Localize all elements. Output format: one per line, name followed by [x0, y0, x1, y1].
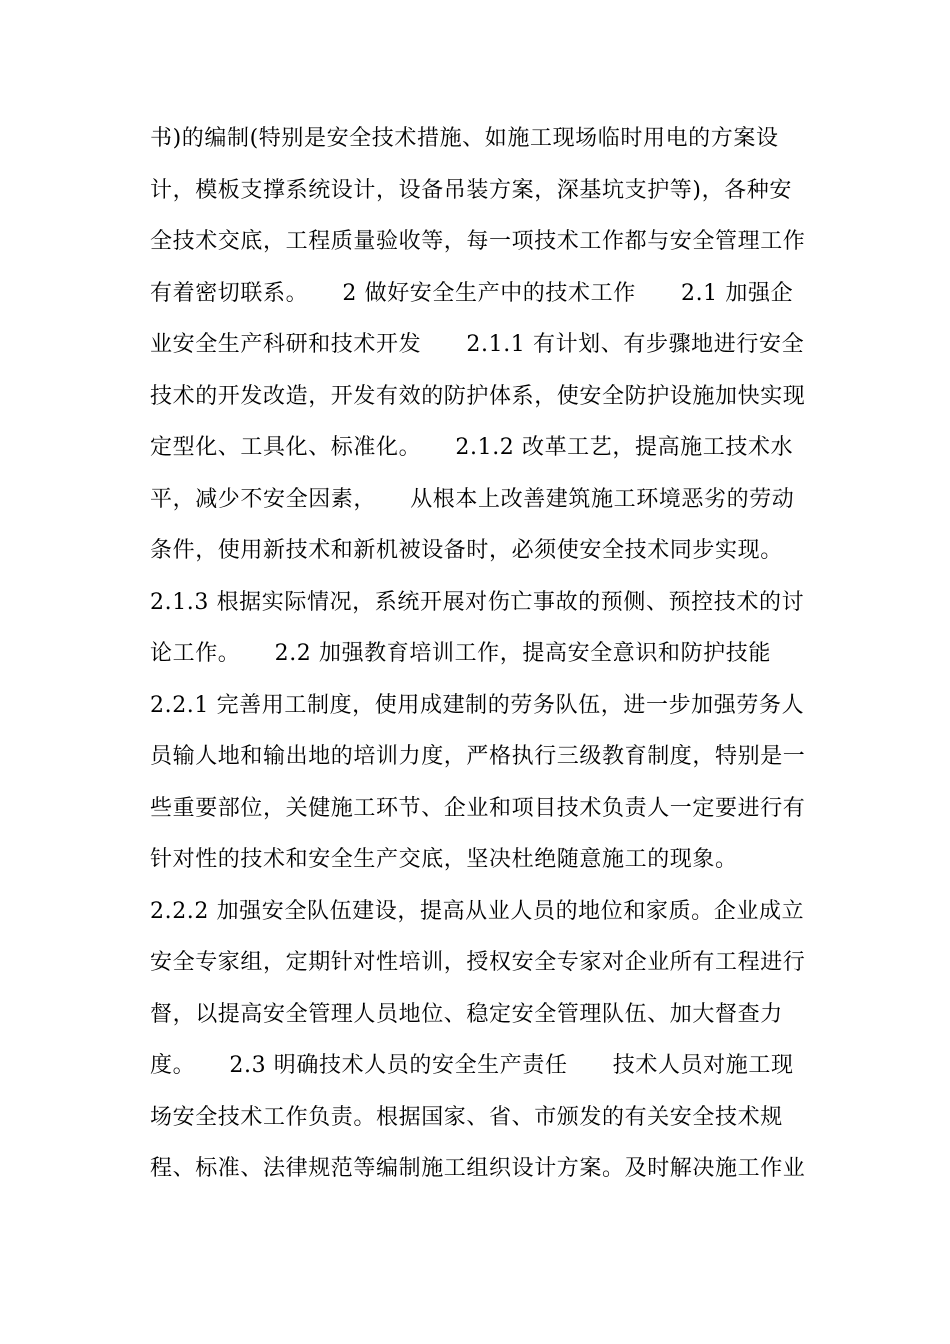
text-line: 条件，使用新技术和新机被设备时，必须使安全技术同步实现。 [150, 538, 783, 563]
text-line: 2.2.1 完善用工制度，使用成建制的劳务队伍，进一步加强劳务人 [150, 692, 805, 718]
text-line: 书)的编制(特别是安全技术措施、如施工现场临时用电的方案设 [150, 126, 779, 151]
text-line: 针对性的技术和安全生产交底，坚决杜绝随意施工的现象。 [150, 847, 738, 872]
text-line: 安全专家组，定期针对性培训，授权安全专家对企业所有工程进行 [150, 950, 806, 975]
text-line: 员输人地和输出地的培训力度，严格执行三级教育制度，特别是一 [150, 744, 806, 769]
body-text [150, 113, 810, 1195]
text-line: 论工作。 2.2 加强教育培训工作，提高安全意识和防护技能 [150, 641, 771, 666]
text-line: 程、标准、法律规范等编制施工组织设计方案。及时解决施工作业 [150, 1156, 806, 1181]
text-line: 计，模板支撑系统设计，设备吊装方案，深基坑支护等)，各种安 [150, 177, 792, 203]
text-line: 定型化、工具化、标准化。 2.1.2 改革工艺，提高施工技术水 [150, 435, 794, 460]
text-line: 督，以提高安全管理人员地位、稳定安全管理队伍、加大督查力 [150, 1001, 783, 1027]
text-line: 平，减少不安全因素， 从根本上改善建筑施工环境恶劣的劳动 [150, 486, 795, 512]
text-line: 2.1.3 根据实际情况，系统开展对伤亡事故的预侧、预控技术的讨 [150, 589, 805, 615]
text-line: 度。 2.3 明确技术人员的安全生产责任 技术人员对施工现 [150, 1053, 794, 1078]
text-line: 技术的开发改造，开发有效的防护体系，使安全防护设施加快实现 [150, 383, 806, 409]
text-line: 业安全生产科研和技术开发 2.1.1 有计划、有步骤地进行安全 [150, 332, 805, 357]
text-line: 些重要部位，关健施工环节、企业和项目技术负责人一定要进行有 [150, 795, 806, 821]
text-line: 场安全技术工作负责。根据国家、省、市颁发的有关安全技术规 [150, 1104, 783, 1130]
text-line: 全技术交底，工程质量验收等，每一项技术工作都与安全管理工作 [150, 229, 806, 254]
text-line: 有着密切联系。 2 做好安全生产中的技术工作 2.1 加强企 [150, 280, 794, 306]
text-line: 2.2.2 加强安全队伍建设，提高从业人员的地位和家质。企业成立 [150, 898, 805, 924]
